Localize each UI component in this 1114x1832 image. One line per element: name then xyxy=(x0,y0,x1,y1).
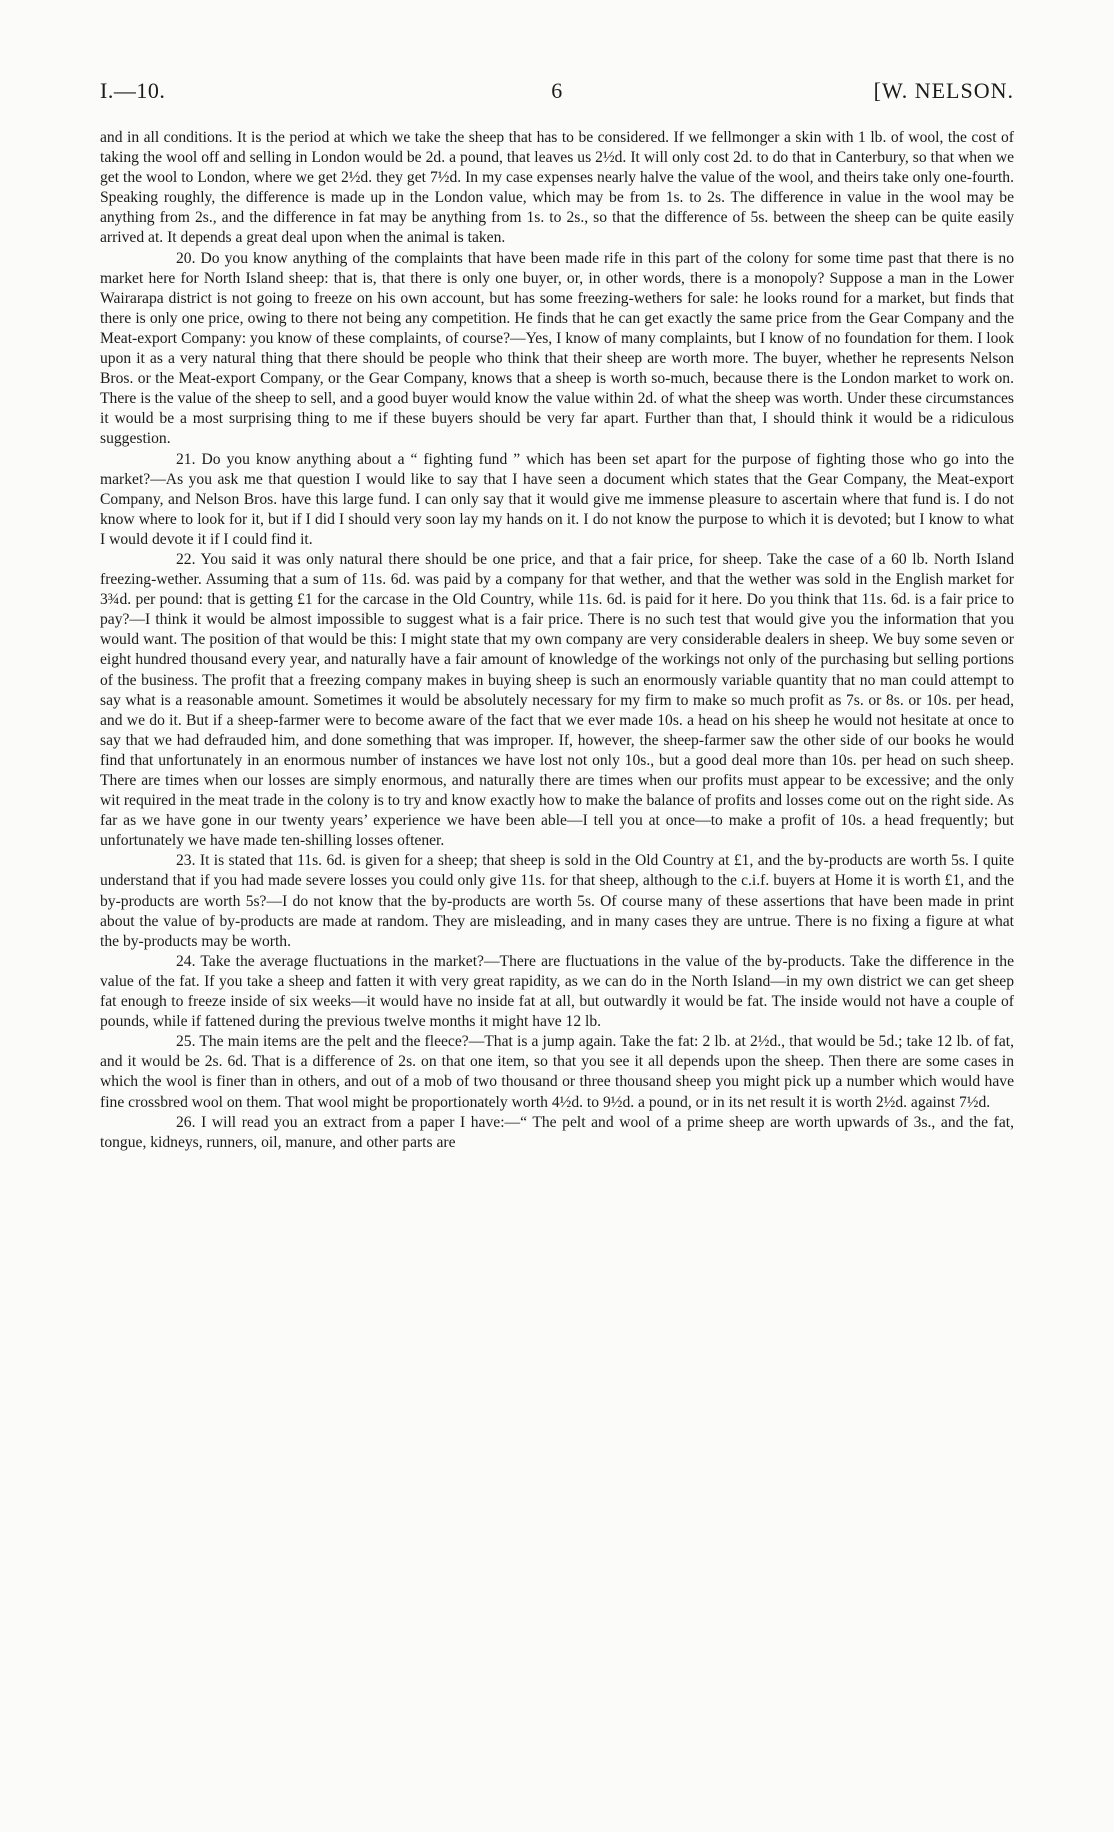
paragraph-question-24: 24. Take the average fluctuations in the market?—There are fluctuations in the value of the by-products. Take the difference in the value of the fat. If you take a sheep and fatten it with very great rapidity, as we can do in the North Island—in my own district we can get sheep fat enough to freeze inside of six weeks—it would have no inside fat at all, but outwardly it would be fat. The inside would not have a couple of pounds, while if fattened during the previous twelve months it might have 12 lb. xyxy=(100,952,1014,1031)
paragraph-continuation: and in all conditions. It is the period at which we take the sheep that has to be considered. If we fellmonger a skin with 1 lb. of wool, the cost of taking the wool off and selling in London would be 2d. a pound, that leaves us 2½d. It will only cost 2d. to do that in Canterbury, so that when we get the wool to London, where we get 2½d. they get 7½d. In my case expenses nearly halve the value of the wool, and theirs take only one-fourth. Speaking roughly, the difference is made up in the London value, which may be from 1s. to 2s. The difference in value in the wool may be anything from 2s., and the difference in fat may be anything from 1s. to 2s., so that the difference of 5s. between the sheep can be quite easily arrived at. It depends a great deal upon when the animal is taken. xyxy=(100,129,1014,247)
paragraph-question-23: 23. It is stated that 11s. 6d. is given for a sheep; that sheep is sold in the Old Country at £1, and the by-products are worth 5s. I quite understand that if you had made severe losses you could only give 11s. for that sheep, although to the c.i.f. buyers at Home it is worth £1, and the by-products are worth 5s?—I do not know that the by-products are worth 5s. Of course many of these assertions that have been made in print about the value of by-products are made at random. They are misleading, and in many cases they are untrue. There is no fixing a figure at what the by-products may be worth. xyxy=(100,852,1014,950)
page-header xyxy=(100,78,1014,108)
page-body xyxy=(100,128,1014,1153)
document-reference: I.—10. xyxy=(100,78,166,103)
paragraph-question-21: 21. Do you know anything about a “ fighting fund ” which has been set apart for the purpose of fighting those who go into the market?—As you ask me that question I would like to say that I have seen a document which states that the Gear Company, the Meat-export Company, and Nelson Bros. have this large fund. I can only say that it would give me immense pleasure to ascertain where that fund is. I do not know where to look for it, but if I did I should very soon lay my hands on it. I do not know the purpose to which it is devoted; but I know to what I would devote it if I could find it. xyxy=(100,450,1014,548)
paragraph-question-26: 26. I will read you an extract from a paper I have:—“ The pelt and wool of a prime sheep are worth upwards of 3s., and the fat, tongue, kidneys, runners, oil, manure, and other parts are xyxy=(100,1113,1014,1151)
witness-name: [W. NELSON. xyxy=(873,78,1014,103)
paragraph-question-20: 20. Do you know anything of the complaints that have been made rife in this part of the colony for some time past that there is no market here for North Island sheep: that is, that there is only one buyer, or, in other words, there is a monopoly? Suppose a man in the Lower Wairarapa district is not going to freeze on his own account, but has some freezing-wethers for sale: he looks round for a market, but finds that there is only one price, owing to there not being any competition. He finds that he can get exactly the same price from the Gear Company and the Meat-export Company: you know of these complaints, of course?—Yes, I know of many complaints, but I know of no foundation for them. I look upon it as a very natural thing that there should be people who think that their sheep are worth more. The buyer, whether he represents Nelson Bros. or the Meat-export Company, or the Gear Company, knows that a sheep is worth so-much, because there is the London market to work on. There is the value of the sheep to sell, and a good buyer would know the value within 2d. of what the sheep was worth. Under these circumstances it would be a most surprising thing to me if these buyers should be very far apart. Further than that, I should think it would be a ridiculous suggestion. xyxy=(100,249,1014,448)
page-number: 6 xyxy=(551,78,563,103)
paragraph-question-22: 22. You said it was only natural there should be one price, and that a fair price, for sheep. Take the case of a 60 lb. North Island freezing-wether. Assuming that a sum of 11s. 6d. was paid by a company for that wether, and that the wether was sold in the English market for 3¾d. per pound: that is getting £1 for the carcase in the Old Country, while 11s. 6d. is paid for it here. Do you think that 11s. 6d. is a fair price to pay?—I think it would be almost impossible to suggest what is a fair price. There is no such test that would give you the information that you would want. The position of that would be this: I might state that my own company are very considerable dealers in sheep. We buy some seven or eight hundred thousand every year, and naturally have a fair amount of knowledge of the workings not only of the purchasing but selling portions of the business. The profit that a freezing company makes in buying sheep is such an enormously variable quantity that no man could attempt to say what is a reasonable amount. Sometimes it would be absolutely necessary for my firm to make so much profit as 7s. or 8s. or 10s. per head, and we do it. But if a sheep-farmer were to become aware of the fact that we ever made 10s. a head on his sheep he would not hesitate at once to say that we had defrauded him, and done something that was improper. If, however, the sheep-farmer saw the other side of our books he would find that unfortunately in an enormous number of instances we have lost not only 10s., but a good deal more than 10s. per head on such sheep. There are times when our losses are simply enormous, and naturally there are times when our profits must appear to be excessive; and the only wit required in the meat trade in the colony is to try and know exactly how to make the balance of profits and losses come out on the right side. As far as we have gone in our twenty years’ experience we have been able—I tell you at once—to make a profit of 10s. a head frequently; but unfortunately we have made ten-shilling losses oftener. xyxy=(100,550,1014,850)
paragraph-question-25: 25. The main items are the pelt and the fleece?—That is a jump again. Take the fat: 2 lb. at 2½d., that would be 5d.; take 12 lb. of fat, and it would be 2s. 6d. That is a difference of 2s. on that one item, so that you see it all depends upon the sheep. Then there are some cases in which the wool is finer than in others, and out of a mob of two thousand or three thousand sheep you might pick up a number which would have fine crossbred wool on them. That wool might be proportionately worth 4½d. to 9½d. a pound, or in its net result it is worth 2½d. against 7½d. xyxy=(100,1033,1014,1111)
